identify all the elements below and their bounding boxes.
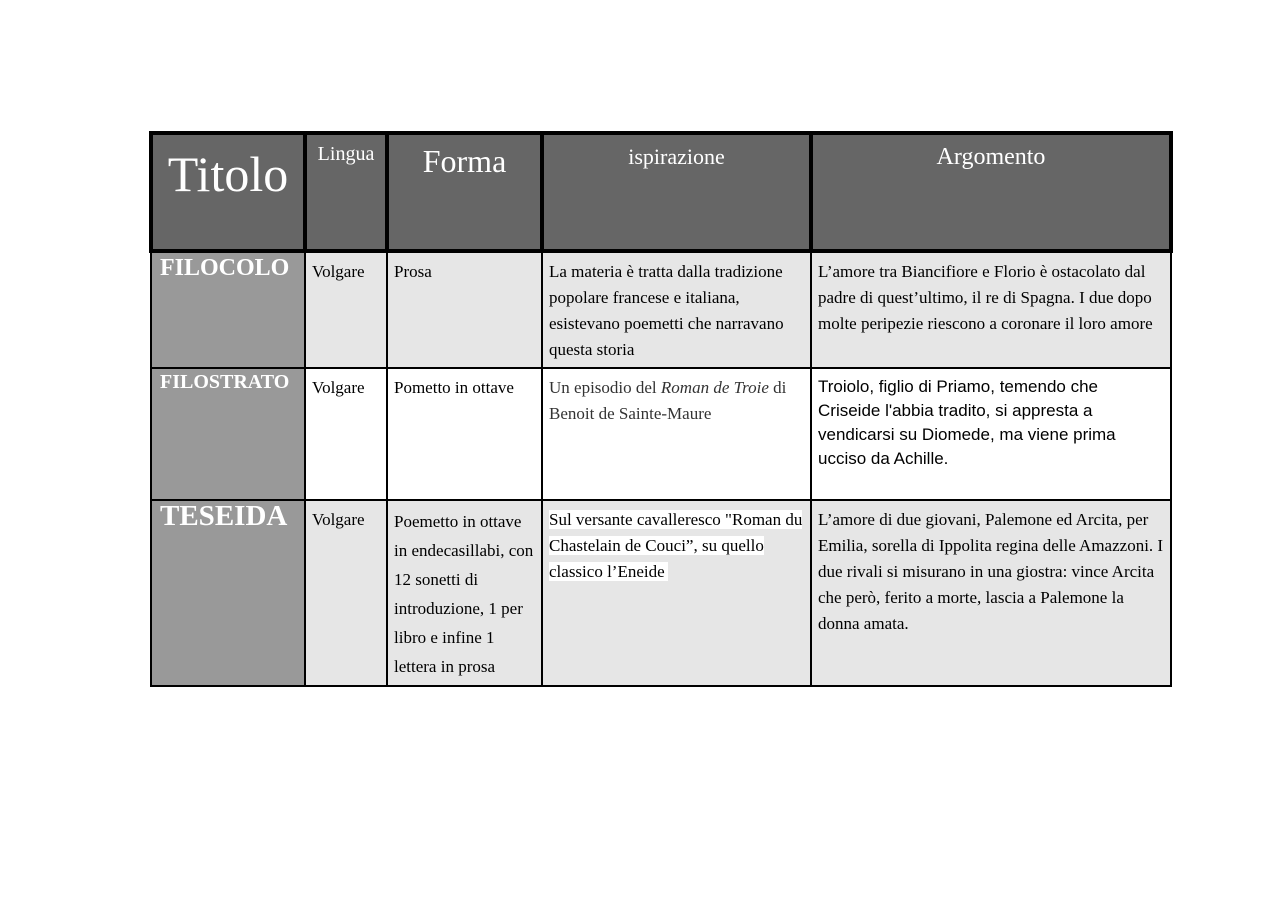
cell-argomento: L’amore di due giovani, Palemone ed Arcita, per Emilia, sorella di Ippolita regina delle Amazzoni. I due rivali si misurano in una giostra: vince Arcita che però, ferito a morte, lascia a Palemone la donna amata.	[811, 500, 1171, 686]
ispirazione-highlight: Sul versante cavalleresco "Roman du Chastelain de Couci”, su quello classico l’Eneide	[549, 510, 803, 581]
cell-forma: Prosa	[387, 251, 542, 368]
header-forma: Forma	[387, 133, 542, 251]
works-table-container	[149, 131, 1169, 687]
header-ispirazione: ispirazione	[542, 133, 811, 251]
cell-titolo: FILOSTRATO	[151, 368, 305, 500]
table-row-teseida	[151, 500, 1171, 686]
ispirazione-text-post: di Benoit de Sainte-Maure	[549, 378, 787, 423]
cell-forma: Pometto in ottave	[387, 368, 542, 500]
header-row	[151, 133, 1171, 251]
table-row-filostrato	[151, 368, 1171, 500]
cell-argomento: Troiolo, figlio di Priamo, temendo che Criseide l'abbia tradito, si appresta a vendicarsi su Diomede, ma viene prima ucciso da Achille.	[811, 368, 1171, 500]
cell-forma: Poemetto in ottave in endecasillabi, con 12 sonetti di introduzione, 1 per libro e infine 1 lettera in prosa	[387, 500, 542, 686]
ispirazione-text-italic: Roman de Troie	[660, 378, 769, 397]
header-lingua: Lingua	[305, 133, 387, 251]
header-argomento: Argomento	[811, 133, 1171, 251]
cell-ispirazione	[542, 500, 811, 686]
boccaccio-works-table	[149, 131, 1173, 687]
cell-lingua: Volgare	[305, 368, 387, 500]
cell-ispirazione: La materia è tratta dalla tradizione popolare francese e italiana, esistevano poemetti che narravano questa storia	[542, 251, 811, 368]
cell-titolo: FILOCOLO	[151, 251, 305, 368]
table-header	[151, 133, 1171, 251]
cell-lingua: Volgare	[305, 251, 387, 368]
cell-lingua: Volgare	[305, 500, 387, 686]
table-body	[151, 251, 1171, 686]
table-row-filocolo	[151, 251, 1171, 368]
header-titolo: Titolo	[151, 133, 305, 251]
cell-ispirazione	[542, 368, 811, 500]
cell-argomento: L’amore tra Biancifiore e Florio è ostacolato dal padre di quest’ultimo, il re di Spagna. I due dopo molte peripezie riescono a coronare il loro amore	[811, 251, 1171, 368]
cell-titolo: TESEIDA	[151, 500, 305, 686]
ispirazione-text-pre: Un episodio del	[549, 378, 661, 397]
